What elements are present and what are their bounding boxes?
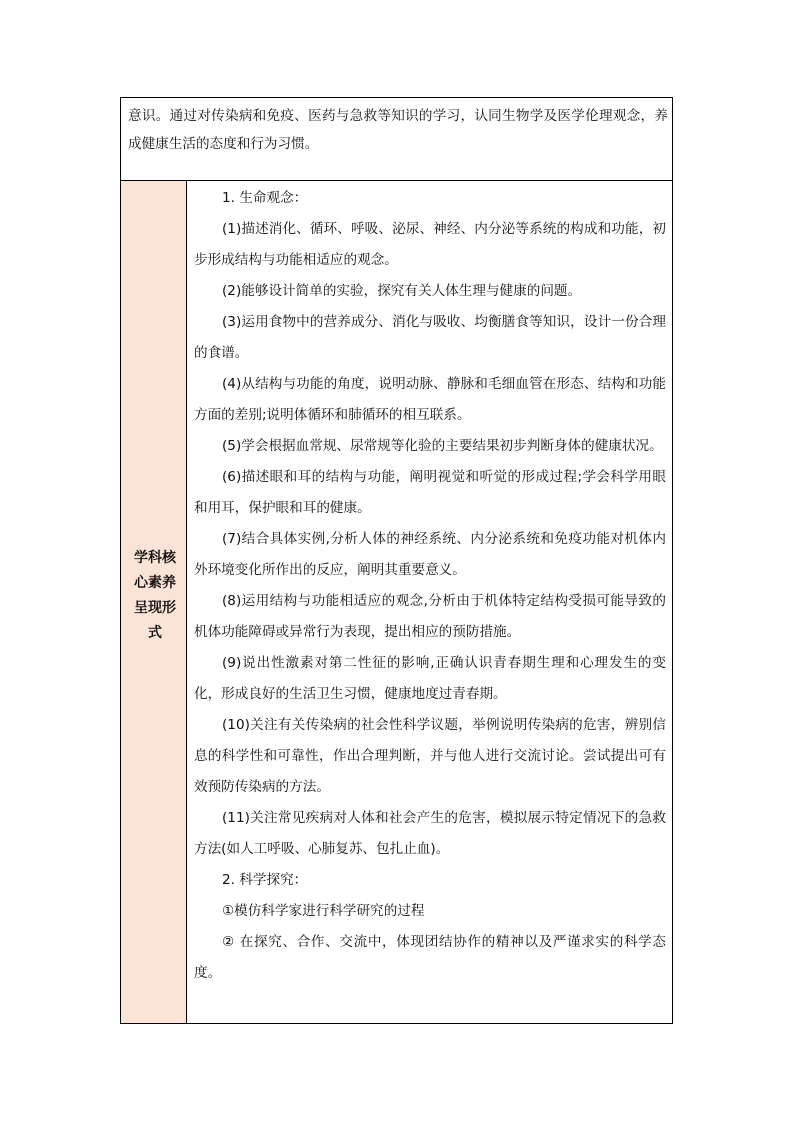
list-item: (6)描述眼和耳的结构与功能，阐明视觉和听觉的形成过程;学会科学用眼和用耳，保护眼和耳的健康。: [194, 469, 666, 516]
table-row-continued: [121, 98, 672, 181]
content-list: [194, 183, 666, 989]
list-item: ①模仿科学家进行科学研究的过程: [222, 903, 425, 919]
list-item: (1)描述消化、循环、呼吸、泌尿、神经、内分泌等系统的构成和功能，初步形成结构与功能相适应的观念。: [194, 221, 666, 268]
list-item: (10)关注有关传染病的社会性科学议题，举例说明传染病的危害，辨别信息的科学性和可靠性，作出合理判断，并与他人进行交流讨论。尝试提出可有效预防传染病的方法。: [194, 717, 666, 795]
label-text: 学科核心素养呈现形式: [134, 550, 176, 641]
list-item: (5)学会根据血常规、尿常规等化验的主要结果初步判断身体的健康状况。: [222, 438, 663, 454]
list-item: (8)运用结构与功能相适应的观念,分析由于机体特定结构受损可能导致的机体功能障碍或异常行为表现，提出相应的预防措施。: [194, 593, 666, 640]
table-row-core-literacy: [121, 181, 672, 1023]
heading-scientific-inquiry: 2. 科学探究：: [222, 872, 308, 888]
heading-life-concept: 1. 生命观念：: [222, 190, 308, 206]
list-item: (2)能够设计简单的实验，探究有关人体生理与健康的问题。: [222, 283, 582, 299]
list-item: ② 在探究、合作、交流中，体现团结协作的精神以及严谨求实的科学态度。: [194, 934, 666, 981]
content-cell: [187, 181, 672, 1023]
continued-text: 意识。通过对传染病和免疫、医药与急救等知识的学习，认同生物学及医学伦理观念，养成健康生活的态度和行为习惯。: [128, 108, 668, 152]
label-cell: [121, 181, 187, 1023]
list-item: (4)从结构与功能的角度，说明动脉、静脉和毛细血管在形态、结构和功能方面的差别;说明体循环和肺循环的相互联系。: [194, 376, 666, 423]
list-item: (9)说出性激素对第二性征的影响,正确认识青春期生理和心理发生的变化，形成良好的生活卫生习惯，健康地度过青春期。: [194, 655, 666, 702]
curriculum-table: [120, 97, 673, 1024]
list-item: (11)关注常见疾病对人体和社会产生的危害，模拟展示特定情况下的急救方法(如人工呼吸、心肺复苏、包扎止血)。: [194, 810, 666, 857]
list-item: (3)运用食物中的营养成分、消化与吸收、均衡膳食等知识，设计一份合理的食谱。: [194, 314, 666, 361]
list-item: (7)结合具体实例,分析人体的神经系统、内分泌系统和免疫功能对机体内外环境变化所作出的反应，阐明其重要意义。: [194, 531, 666, 578]
